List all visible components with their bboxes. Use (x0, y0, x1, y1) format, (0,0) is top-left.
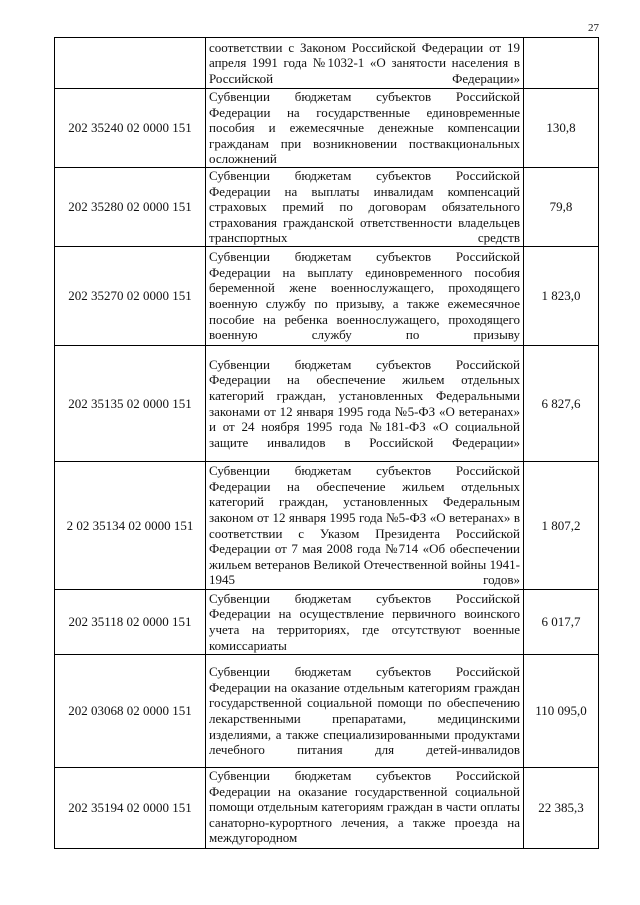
description-text: Субвенции бюджетам субъектов Российской Федерации на осуществление первичного воинского учета на территориях, где отсутствуют военные комиссариаты (209, 590, 520, 653)
page-number: 27 (588, 22, 599, 34)
amount: 22 385,3 (524, 768, 599, 849)
table-row (55, 768, 599, 849)
table-row (55, 346, 599, 462)
table-row (55, 655, 599, 768)
description (206, 38, 524, 89)
table-row (55, 38, 599, 89)
amount: 79,8 (524, 168, 599, 247)
amount: 6 017,7 (524, 590, 599, 655)
table-row (55, 168, 599, 247)
table-row (55, 89, 599, 168)
description (206, 89, 524, 168)
description-text: Субвенции бюджетам субъектов Российской Федерации на государственные единовременные пособия и ежемесячные денежные компенсации гражданам при возникновении поствакциональных осложнений (209, 89, 520, 167)
budget-table (54, 37, 599, 849)
description-text: Субвенции бюджетам субъектов Российской Федерации на оказание отдельным категориям граждан государственной социальной помощи по обеспечению лекарственными препаратами, медицинскими изделиями, а также специализированными продуктами лечебного питания для детей-инвалидов (209, 664, 520, 758)
budget-code (55, 38, 206, 89)
budget-code: 202 35270 02 0000 151 (55, 247, 206, 346)
amount: 1 823,0 (524, 247, 599, 346)
description (206, 768, 524, 849)
budget-code: 202 35280 02 0000 151 (55, 168, 206, 247)
table-row (55, 247, 599, 346)
budget-code: 202 35135 02 0000 151 (55, 346, 206, 462)
amount: 1 807,2 (524, 462, 599, 590)
budget-code: 202 35118 02 0000 151 (55, 590, 206, 655)
table-row (55, 462, 599, 590)
amount: 110 095,0 (524, 655, 599, 768)
description-text: Субвенции бюджетам субъектов Российской Федерации на обеспечение жильем отдельных категорий граждан, установленных Федеральными законами от 12 января 1995 года №5-ФЗ «О ветеранах» и от 24 ноября 1995 года №181-ФЗ «О социальной защите инвалидов в Российской Федерации» (209, 356, 520, 450)
description (206, 655, 524, 768)
description (206, 247, 524, 346)
description-text: Субвенции бюджетам субъектов Российской Федерации на оказание государственной социальной помощи отдельным категориям граждан в части оплаты санаторно-курортного лечения, а также проезда на междугородном (209, 768, 520, 846)
budget-code: 202 35194 02 0000 151 (55, 768, 206, 849)
description (206, 346, 524, 462)
budget-code: 202 03068 02 0000 151 (55, 655, 206, 768)
budget-code: 202 35240 02 0000 151 (55, 89, 206, 168)
amount (524, 38, 599, 89)
description-text: Субвенции бюджетам субъектов Российской Федерации на выплату единовременного пособия беременной жене военнослужащего, проходящего военную службу по призыву, а также ежемесячное пособие на ребенка военнослужащего, проходящего военную службу по призыву (209, 249, 520, 343)
amount: 130,8 (524, 89, 599, 168)
description (206, 590, 524, 655)
description (206, 168, 524, 247)
description-text: Субвенции бюджетам субъектов Российской Федерации на выплаты инвалидам компенсаций страховых премий по договорам обязательного страхования гражданской ответственности владельцев транспортных средств (209, 168, 520, 246)
amount: 6 827,6 (524, 346, 599, 462)
table-row (55, 590, 599, 655)
description-text: соответствии с Законом Российской Федерации от 19 апреля 1991 года №1032-1 «О занятости населения в Российской Федерации» (209, 39, 520, 86)
budget-code: 2 02 35134 02 0000 151 (55, 462, 206, 590)
description-text: Субвенции бюджетам субъектов Российской Федерации на обеспечение жильем отдельных категорий граждан, установленных Федеральным законом от 12 января 1995 года №5-ФЗ «О ветеранах» в соответствии с Указом Президента Российской Федерации от 7 мая 2008 года №714 «Об обеспечении жильем ветеранов Великой Отечественной войны 1941-1945 годов» (209, 463, 520, 588)
description (206, 462, 524, 590)
